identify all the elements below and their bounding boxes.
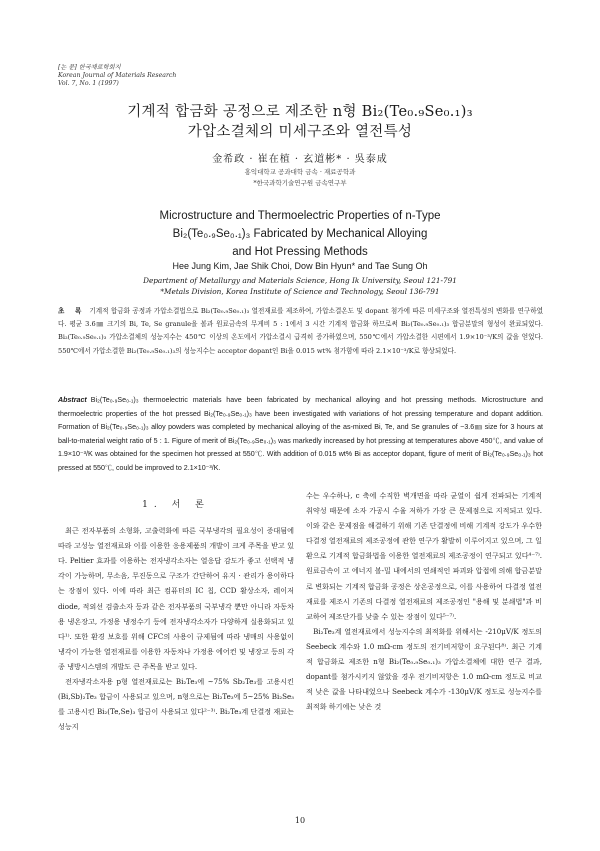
affiliation-korean-line1: 홍익대학교 공과대학 금속 · 재료공학과 (244, 168, 356, 176)
abstract-korean-label: 초 록 (58, 307, 86, 315)
title-english (0, 207, 600, 261)
authors-korean: 金希政 · 崔在植 · 玄道彬* · 吳泰成 (212, 154, 388, 165)
title-korean-line1: 기계적 합금화 공정으로 제조한 n형 Bi₂(Te₀.₉Se₀.₁)₃ (127, 104, 473, 120)
section-heading-introduction: 1. 서 론 (142, 500, 210, 510)
abstract-korean (58, 305, 543, 358)
journal-name-en: Korean Journal of Materials Research (58, 72, 177, 79)
affiliation-korean-line2: *한국과학기술연구원 금속연구부 (253, 179, 347, 187)
title-korean-line2: 가압소결체의 미세구조와 열전특성 (187, 124, 413, 140)
paragraph: 수는 우수하나, c 축에 수직한 벽개면을 따라 균열이 쉽게 전파되는 기계적 취약성 때문에 소자 가공시 수율 저하가 가장 큰 문제점으로 지적되고 있다. 이와 같은 문제점을 해결하기 위해 기존 단결정에 비해 기계적 강도가 우수한 다결정 열전재료의 제조공정에 관한 연구가 활발히 이루어지고 있으며, 그 일환으로 기계적 합금화법을 이용한 열전재료의 제조공정이 연구되고 있다⁴⁻⁷⁾. 원료금속이 고 에너지 볼-밀 내에서의 연쇄적인 파괴와 압접에 의해 합금분말로 변화되는 기계적 합금화 공정은 상온공정으로, 이를 사용하여 다결정 열전재료를 제조시 기존의 다결정 열전재료의 제조공정인 "용해 및 분쇄법"과 비교하여 제조단가를 낮출 수 있는 장점이 있다⁵⁻⁷⁾. (306, 491, 542, 621)
title-english-line2: Bi₂(Te₀.₉Se₀.₁)₃ Fabricated by Mechanical Alloying (172, 228, 428, 240)
journal-header (58, 64, 176, 88)
affiliation-korean (0, 167, 600, 189)
title-english-line1: Microstructure and Thermoelectric Properties of n-Type (159, 210, 441, 222)
abstract-korean-text: 기계적 합금화 공정과 가압소결법으로 Bi₂(Te₀.₉Se₀.₁)₃ 열전재료를 제조하여, 가압소결온도 및 dopant 첨가에 따른 미세구조와 열전특성의 변화를 연구하였다. 평균 3.6㎜ 크기의 Bi, Te, Se granule을 볼과 원료금속의 무게비 5 : 1에서 3 시간 기계적 합금화 하므로써 Bi₂(Te₀.₉Se₀.₁)₃ 합금분말의 형성이 완료되었다. Bi₂(Te₀.₉Se₀.₁)₃ 가압소결체의 성능지수는 450℃ 이상의 온도에서 가압소결시 급격히 증가하였으며, 550℃에서 가압소결한 시편에서 1.9×10⁻³/K의 값을 얻었다. 550℃에서 가압소결한 Bi₂(Te₀.₉Se₀.₁)₃의 성능지수는 acceptor dopant인 Bi을 0.015 wt% 첨가함에 따라 2.1×10⁻³/K로 향상되었다. (58, 307, 543, 355)
title-korean (0, 102, 600, 142)
affiliation-english-line1: Department of Metallurgy and Materials Science, Hong Ik University, Seoul 121-791 (143, 276, 457, 285)
abstract-english-label: Abstract (58, 396, 87, 404)
journal-volume: Vol. 7, No. 1 (1997) (58, 80, 119, 87)
paragraph: Bi₂Te₃계 열전재료에서 성능지수의 최적화를 위해서는 -210μV/K 정도의 Seebeck 계수와 1.0 mΩ-cm 정도의 전기비저항이 요구된다⁸⁾. 최근 기계적 합금화로 제조한 n형 Bi₂(Te₀.₉Se₀.₁)₃ 가압소결체에 대한 연구 결과, dopant를 첨가시키지 않았을 경우 전기비저항은 1.0 mΩ-cm 정도로 비교적 낮은 값을 나타내었으나 Seebeck 계수가 -130μV/K 정도로 성능지수를 최적화 하기에는 낮은 것 (306, 626, 542, 712)
body-column-left (58, 498, 294, 734)
affiliation-english-line2: *Metals Division, Korea Institute of Science and Technology, Seoul 136-791 (160, 287, 440, 296)
abstract-english-text: Bi₂(Te₀.₉Se₀.₁)₃ thermoelectric materials have been fabricated by mechanical alloying and hot pressing methods. Microstructure and thermoelectric properties of the hot pressed Bi₂(Te₀.₉Se₀.₁)₃ have been investigated with variations of hot pressing temperature and dopant addition. Formation of Bi₂(Te₀.₉Se₀.₁)₃ alloy powders was completed by mechanical alloying of the as-mixed Bi, Te, and Se granules of ~3.6㎜ size for 3 hours at ball-to-material weight ratio of 5 : 1. Figure of merit of Bi₂(Te₀.₉Se₀.₁)₃ was markedly increased by hot pressing at temperatures above 450℃, and value of 1.9×10⁻³/K was obtained for the specimen hot pressed at 550℃. With addition of 0.015 wt% Bi as acceptor dopant, figure of merit of Bi₂(Te₀.₉Se₀.₁)₃ hot pressed at 550℃, could be improved to 2.1×10⁻³/K. (58, 396, 543, 472)
body-column-right (306, 488, 542, 714)
journal-label: [논 문] 한국재료학회지 (58, 64, 121, 71)
paragraph: 최근 전자부품의 소형화, 고출력화에 따른 국부냉각의 필요성이 증대됨에 따라 고성능 열전재료와 이를 이용한 응용제품의 개발이 크게 주목을 받고 있다. Peltier 효과를 이용하는 전자냉각소자는 열응답 감도가 좋고 선택적 냉각이 가능하며, 무소음, 무진동으로 구조가 간단하여 유지 · 관리가 용이하다는 장점이 있다. 이에 따라 최근 컴퓨터의 IC 칩, CCD 활상소자, 레이저 diode, 적외선 검출소자 등과 같은 전자부품의 국부냉각 뿐만 아니라 자동차용 냉온장고, 가정용 냉정수기 등에 전자냉각소자가 다양하게 실용화되고 있다¹⁾. 또한 환경 보호를 위해 CFC의 사용이 규제됨에 따라 냉매의 사용없이 냉각이 가능한 열전재료를 이용한 자동차나 가정용 에어컨 및 냉장고 등의 각종 냉방시스템의 개발도 큰 주목을 받고 있다. (58, 526, 294, 671)
affiliation-english (0, 275, 600, 297)
page-number: 10 (294, 816, 306, 825)
paragraph: 전자냉각소자용 p형 열전재료로는 Bi₂Te₃에 ~75% Sb₂Te₃를 고용시킨 (Bi,Sb)₂Te₃ 합금이 사용되고 있으며, n형으로는 Bi₂Te₃에 5~25% Bi₂Se₃를 고용시킨 Bi₂(Te,Se)₃ 합금이 사용되고 있다²⁻³⁾. Bi₂Te₃계 단결정 재료는 성능지 (58, 677, 294, 732)
title-english-line3: and Hot Pressing Methods (232, 246, 368, 258)
authors-english: Hee Jung Kim, Jae Shik Choi, Dow Bin Hyun* and Tae Sung Oh (172, 261, 428, 271)
abstract-english (58, 394, 543, 476)
